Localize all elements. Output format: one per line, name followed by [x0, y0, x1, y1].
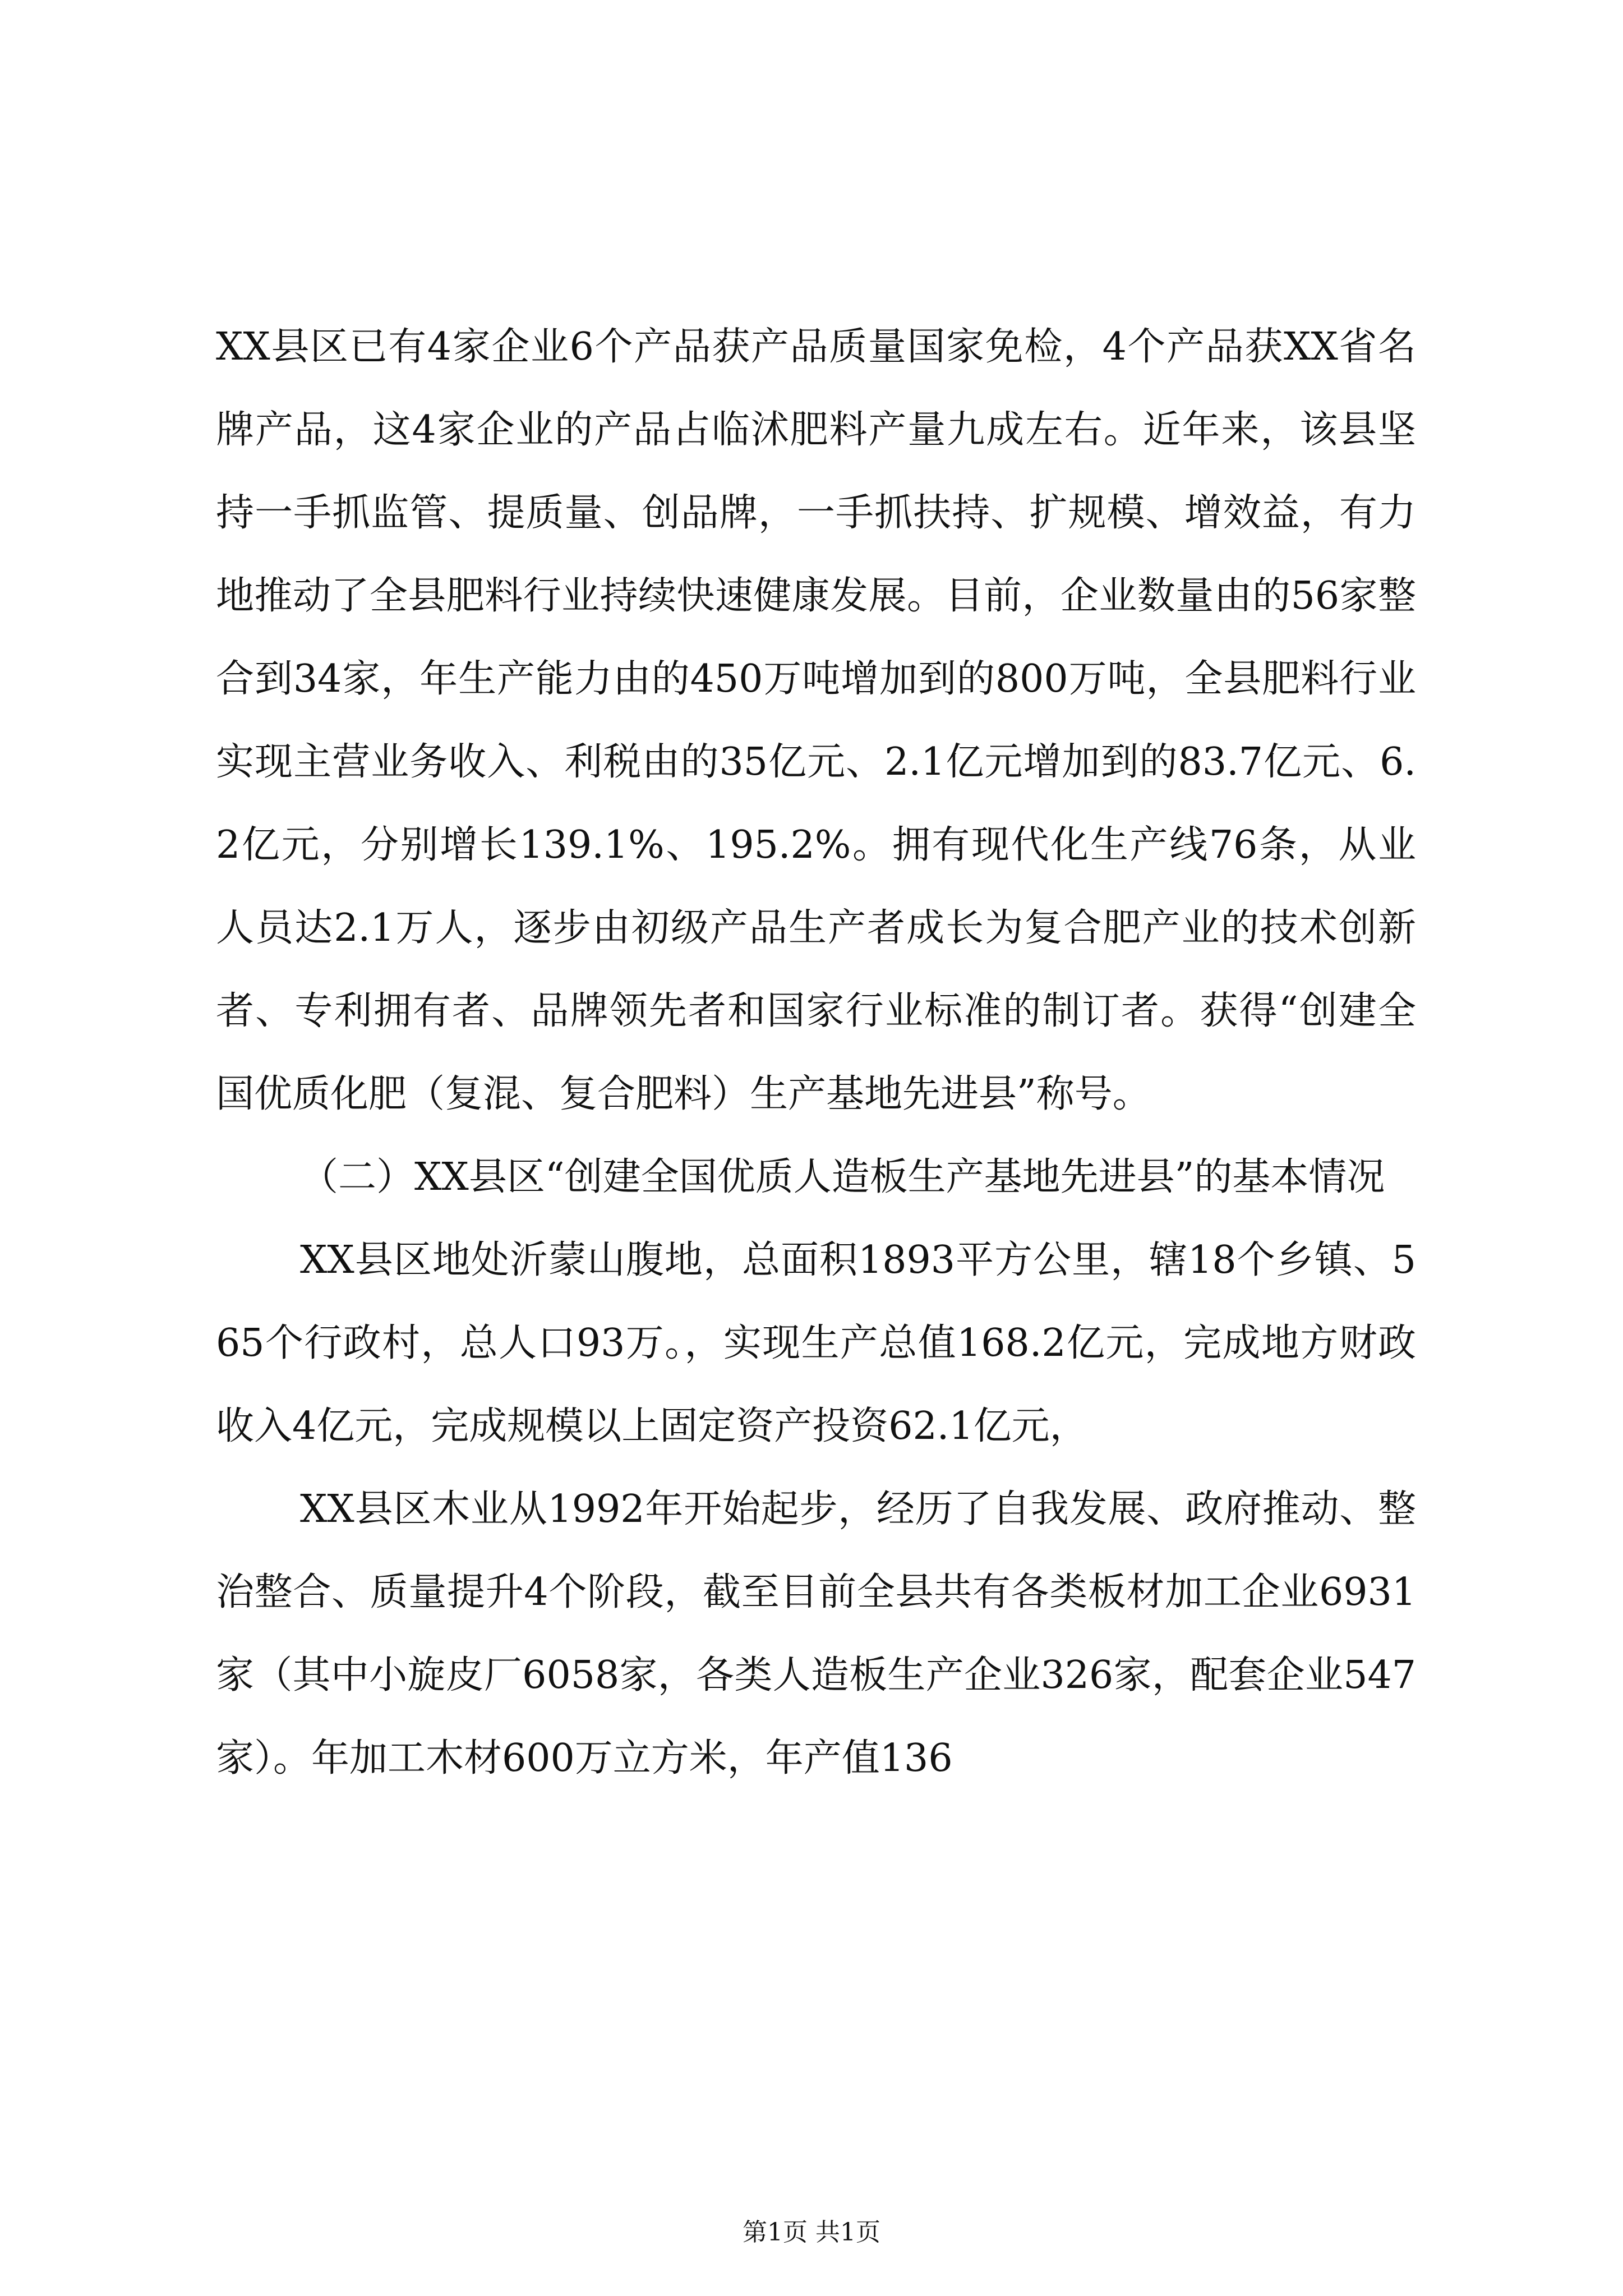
paragraph-county-overview: XX县区地处沂蒙山腹地，总面积1893平方公里，辖18个乡镇、565个行政村，总人口93万。，实现生产总值168.2亿元，完成地方财政收入4亿元，完成规模以上固定资产投资62.1亿元， — [216, 1238, 1416, 1448]
paragraph-wood-industry: XX县区木业从1992年开始起步，经历了自我发展、政府推动、整治整合、质量提升4个阶段，截至目前全县共有各类板材加工企业6931家（其中小旋皮厂6058家，各类人造板生产企业326家，配套企业547家）。年加工木材600万立方米，年产值136 — [216, 1487, 1416, 1780]
paragraph-fertilizer-industry: XX县区已有4家企业6个产品获产品质量国家免检，4个产品获XX省名牌产品，这4家企业的产品占临沭肥料产量九成左右。近年来，该县坚持一手抓监管、提质量、创品牌，一手抓扶持、扩规模、增效益，有力地推动了全县肥料行业持续快速健康发展。目前，企业数量由的56家整合到34家，年生产能力由的450万吨增加到的800万吨，全县肥料行业实现主营业务收入、利税由的35亿元、2.1亿元增加到的83.7亿元、6.2亿元，分别增长139.1%、195.2%。拥有现代化生产线76条，从业人员达2.1万人，逐步由初级产品生产者成长为复合肥产业的技术创新者、专利拥有者、品牌领先者和国家行业标准的制订者。获得“创建全国优质化肥（复混、复合肥料）生产基地先进县”称号。 — [216, 325, 1416, 1116]
document-body — [216, 306, 1416, 1800]
page-footer: 第1页 共1页 — [743, 2218, 880, 2247]
section-heading-wood-panel: （二）XX县区“创建全国优质人造板生产基地先进县”的基本情况 — [300, 1155, 1385, 1199]
